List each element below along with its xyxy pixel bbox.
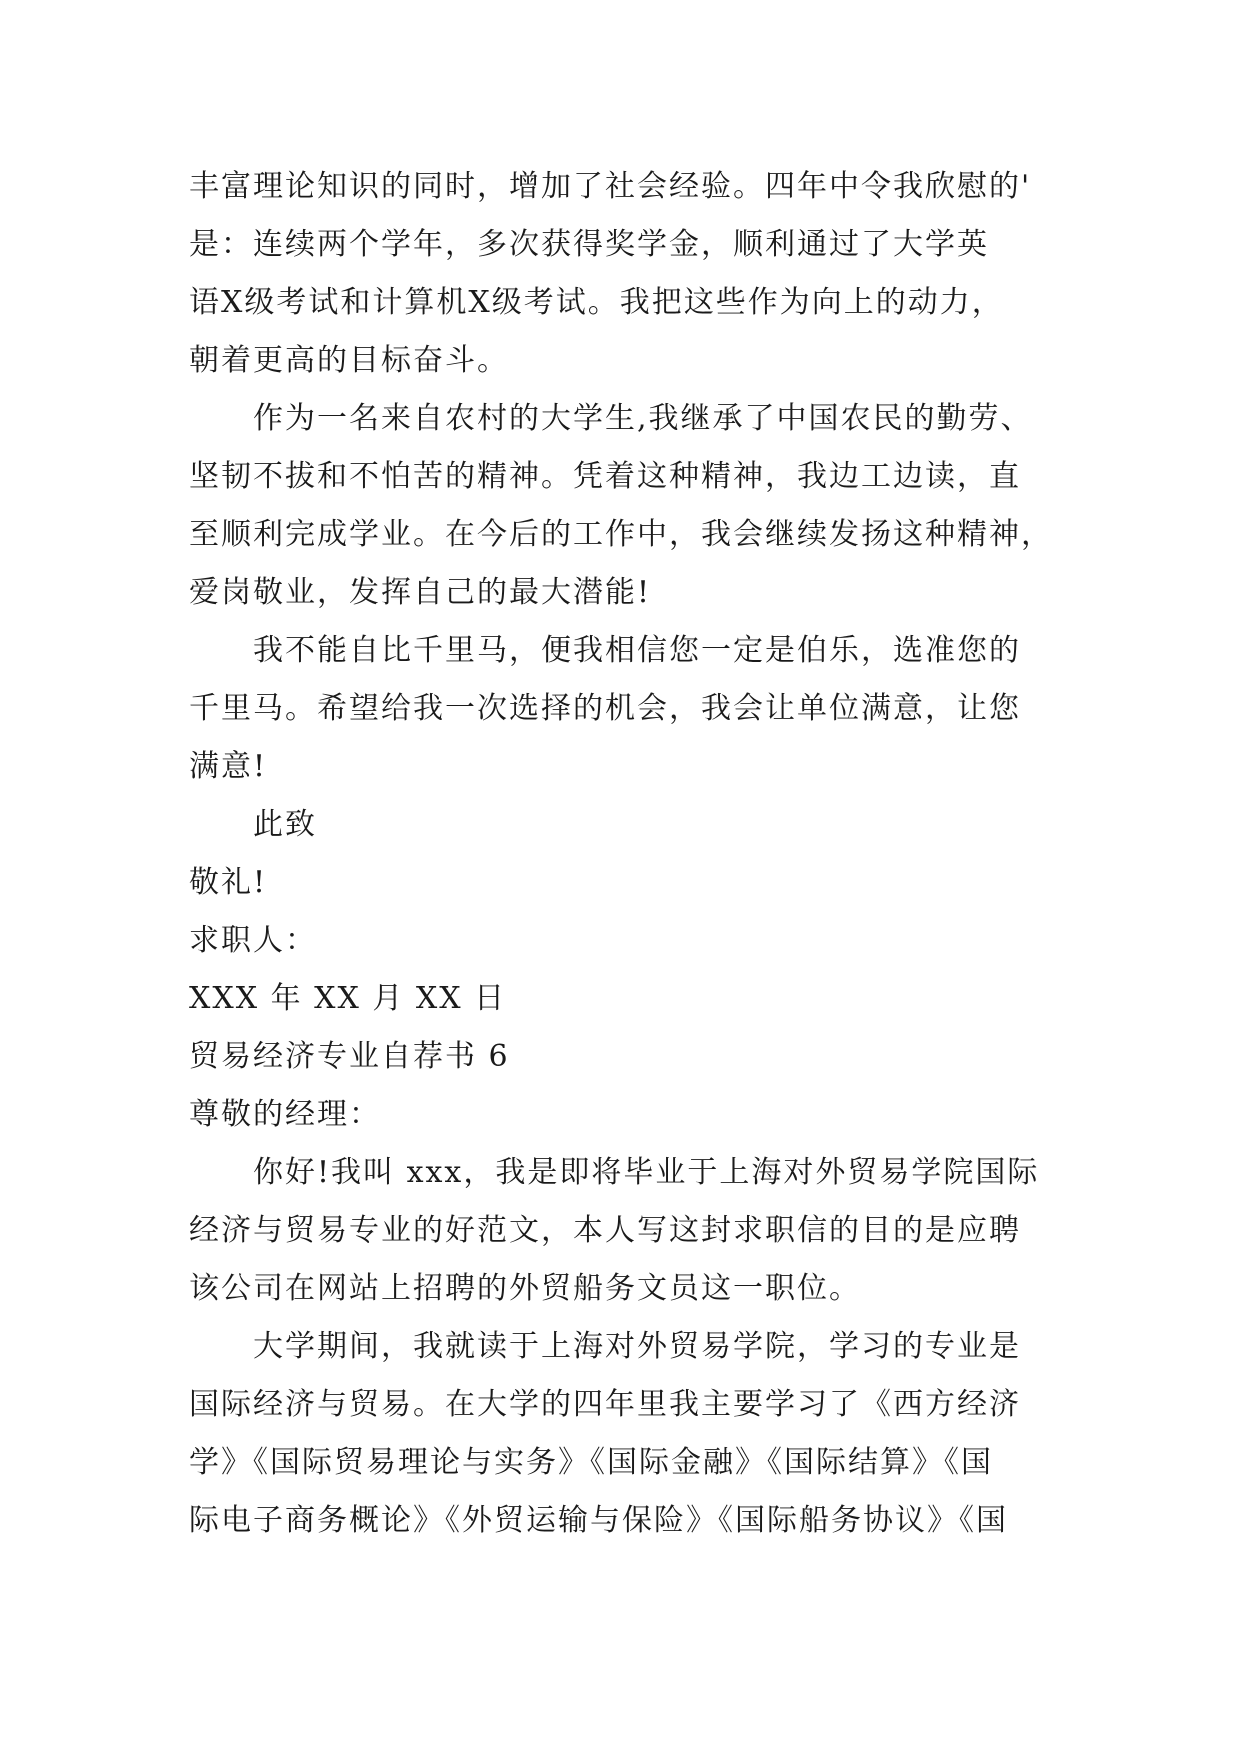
text-line: 此致	[253, 807, 317, 842]
text-line: 朝着更高的目标奋斗。	[189, 343, 509, 378]
document-body	[189, 158, 1059, 1550]
text-line: 学》《国际贸易理论与实务》《国际金融》《国际结算》《国	[189, 1445, 993, 1480]
text-line: 语X级考试和计算机X级考试。我把这些作为向上的动力，	[189, 285, 1004, 320]
text-line: 满意!	[189, 749, 268, 784]
text-line: 你好!我叫 xxx，我是即将毕业于上海对外贸易学院国际	[253, 1155, 1040, 1190]
text-line: 爱岗敬业，发挥自己的最大潜能!	[189, 575, 652, 610]
text-line: 是：连续两个学年，多次获得奖学金，顺利通过了大学英	[189, 227, 989, 262]
text-line: 我不能自比千里马，便我相信您一定是伯乐，选准您的	[253, 633, 1021, 668]
text-line: 求职人：	[189, 923, 317, 958]
text-line: 至顺利完成学业。在今后的工作中，我会继续发扬这种精神，	[189, 517, 1053, 552]
text-line: 该公司在网站上招聘的外贸船务文员这一职位。	[189, 1271, 861, 1306]
text-line: 坚韧不拔和不怕苦的精神。凭着这种精神，我边工边读，直	[189, 459, 1021, 494]
text-line: 国际经济与贸易。在大学的四年里我主要学习了《西方经济	[189, 1387, 1021, 1422]
text-line: 作为一名来自农村的大学生,我继承了中国农民的勤劳、	[253, 401, 1033, 436]
text-line: 敬礼!	[189, 865, 268, 900]
text-line: 贸易经济专业自荐书 6	[189, 1039, 510, 1074]
text-line: 经济与贸易专业的好范文，本人写这封求职信的目的是应聘	[189, 1213, 1021, 1248]
text-line: 尊敬的经理：	[189, 1097, 381, 1132]
text-line: XXX 年 XX 月 XX 日	[189, 981, 507, 1016]
text-line: 千里马。希望给我一次选择的机会，我会让单位满意，让您	[189, 691, 1021, 726]
text-line: 大学期间，我就读于上海对外贸易学院，学习的专业是	[253, 1329, 1021, 1364]
text-line: 际电子商务概论》《外贸运输与保险》《国际船务协议》《国	[189, 1503, 1008, 1538]
text-line: 丰富理论知识的同时，增加了社会经验。四年中令我欣慰的'	[189, 169, 1032, 204]
